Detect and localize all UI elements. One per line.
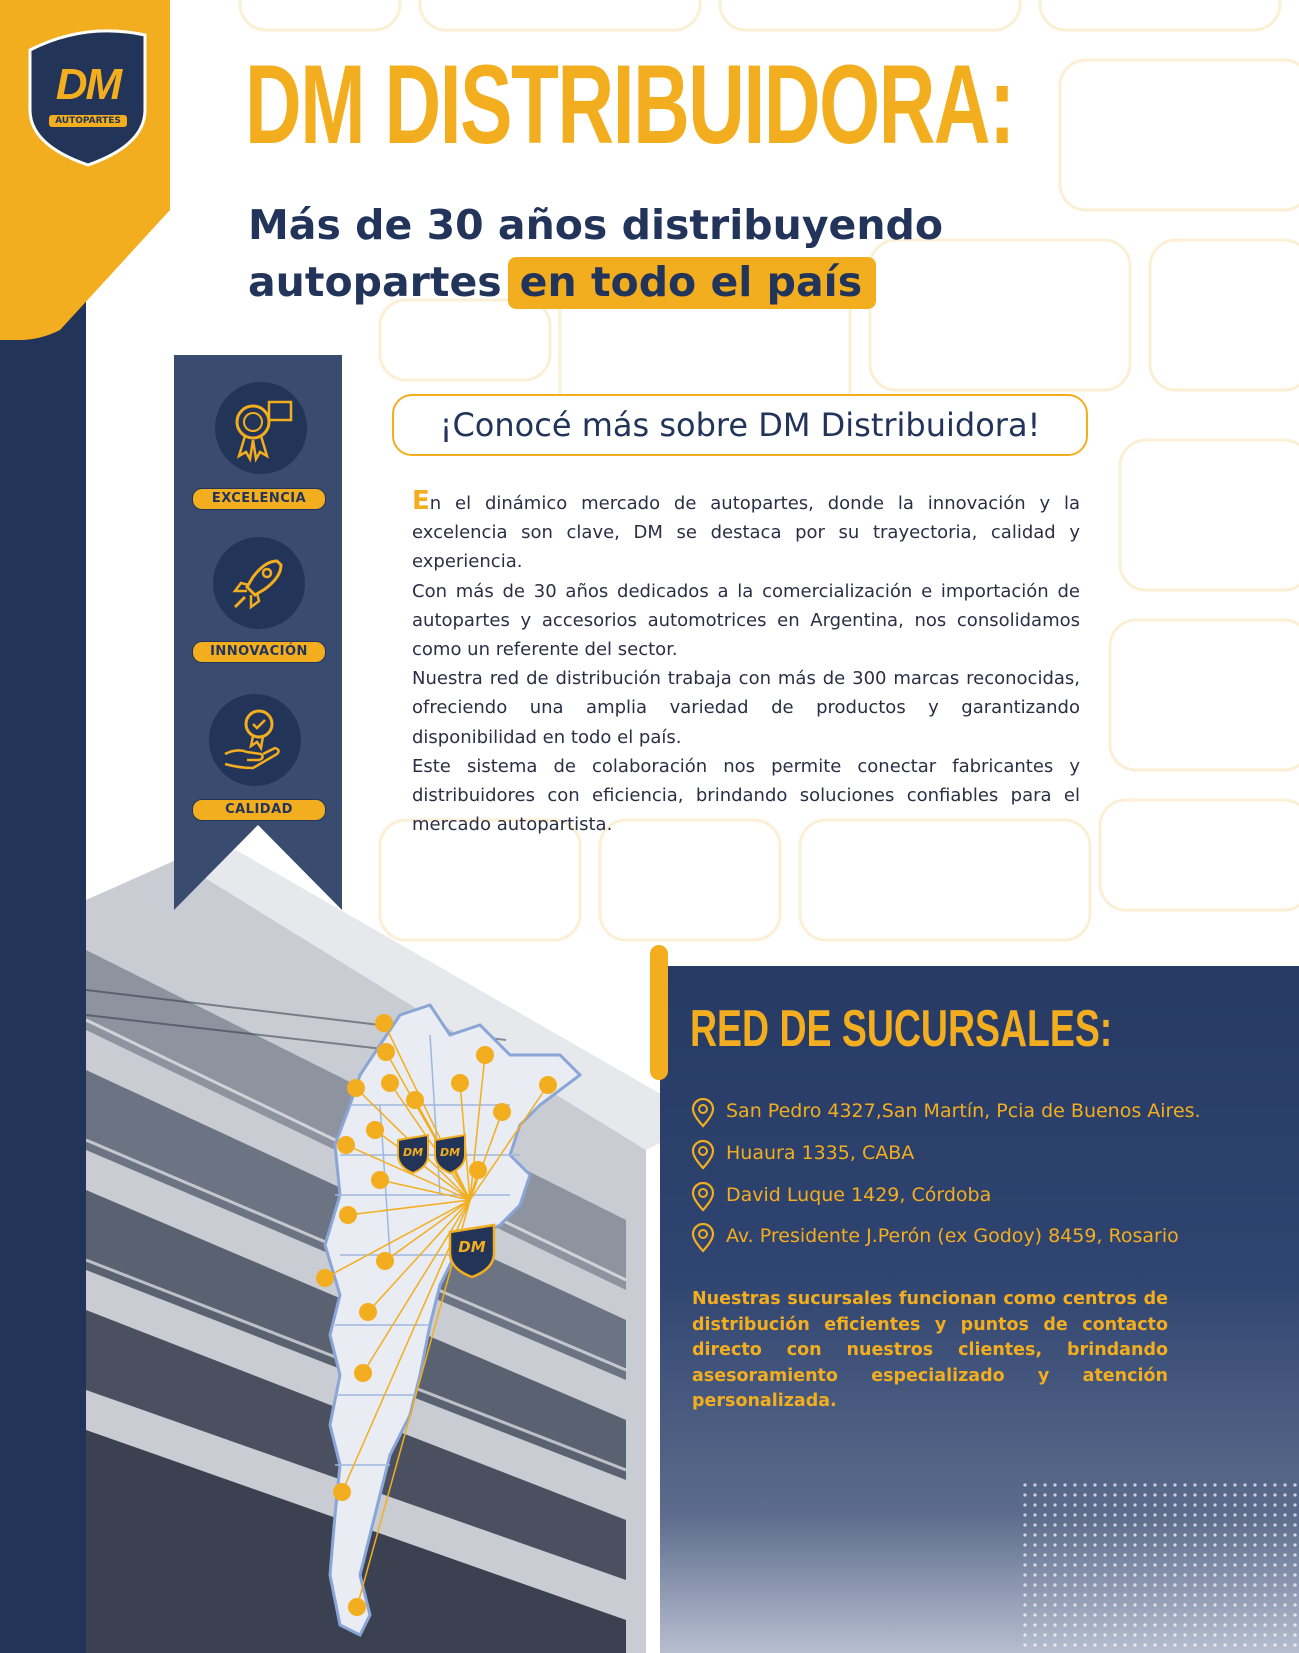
logo-text: DM: [55, 60, 121, 109]
branch-address-text: Huaura 1335, CABA: [726, 1142, 915, 1164]
subtitle-line-2: [248, 257, 876, 309]
location-pin-icon: [690, 1098, 716, 1128]
award-ribbon-icon: [213, 380, 309, 476]
dot-texture: [1020, 1480, 1299, 1653]
branches-description: Nuestras sucursales funcionan como centros de distribución eficientes y puntos de contacto directo con nuestros clientes, brindando asesoramiento especializado y atención personalizada.: [692, 1289, 1168, 1411]
about-paragraph-3: Nuestra red de distribución trabaja con más de 300 marcas reconocidas, ofreciendo una amplia variedad de productos y garantizando disponibilidad en todo el país.: [412, 668, 1080, 748]
about-heading: ¡Conocé más sobre DM Distribuidora!: [392, 394, 1088, 456]
location-pin-icon: [690, 1182, 716, 1212]
map-marker-label: DM: [402, 1146, 424, 1159]
left-navy-strip: [0, 300, 86, 1653]
about-paragraph-2: Con más de 30 años dedicados a la comercialización e importación de autopartes y accesorios automotrices en Argentina, nos consolidamos como un referente del sector.: [412, 580, 1080, 661]
logo: [28, 62, 148, 132]
value-label-innovacion: INNOVACIÓN: [192, 641, 326, 663]
about-body: [412, 487, 1080, 839]
subtitle-highlight: en todo el país: [508, 257, 876, 309]
subtitle-line-1: Más de 30 años distribuyendo: [248, 201, 944, 249]
map-marker-label: DM: [458, 1238, 486, 1256]
dropcap: E: [412, 486, 430, 516]
branch-address-text: Av. Presidente J.Perón (ex Godoy) 8459, Rosario: [726, 1225, 1179, 1247]
branch-address-text: San Pedro 4327,San Martín, Pcia de Buenos Aires.: [726, 1100, 1201, 1122]
quality-badge-hand-icon: [207, 692, 303, 788]
location-pin-icon: [690, 1140, 716, 1170]
branches-accent-bar: [650, 945, 668, 1080]
value-label-calidad: CALIDAD: [192, 799, 326, 821]
value-label-excelencia: EXCELENCIA: [192, 488, 326, 510]
location-pin-icon: [690, 1223, 716, 1253]
rocket-icon: [211, 535, 307, 631]
subtitle-plain: autopartes: [248, 258, 502, 306]
about-paragraph-1-text: n el dinámico mercado de autopartes, donde la innovación y la excelencia son clave, DM se destaca por su trayectoria, calidad y experiencia.: [412, 493, 1080, 573]
map-marker-label: DM: [439, 1146, 461, 1159]
branch-address-text: David Luque 1429, Córdoba: [726, 1184, 992, 1206]
logo-panel: [0, 0, 170, 340]
argentina-map: [280, 995, 620, 1645]
logo-subtext: AUTOPARTES: [49, 115, 127, 127]
about-paragraph-1: [412, 487, 1080, 577]
page-title: DM DISTRIBUIDORA:: [245, 42, 1014, 167]
about-paragraph-4: Este sistema de colaboración nos permite conectar fabricantes y distribuidores con eficiencia, brindando soluciones confiables para el mercado autopartista.: [412, 755, 1080, 836]
branches-title: RED DE SUCURSALES:: [690, 1000, 1113, 1058]
